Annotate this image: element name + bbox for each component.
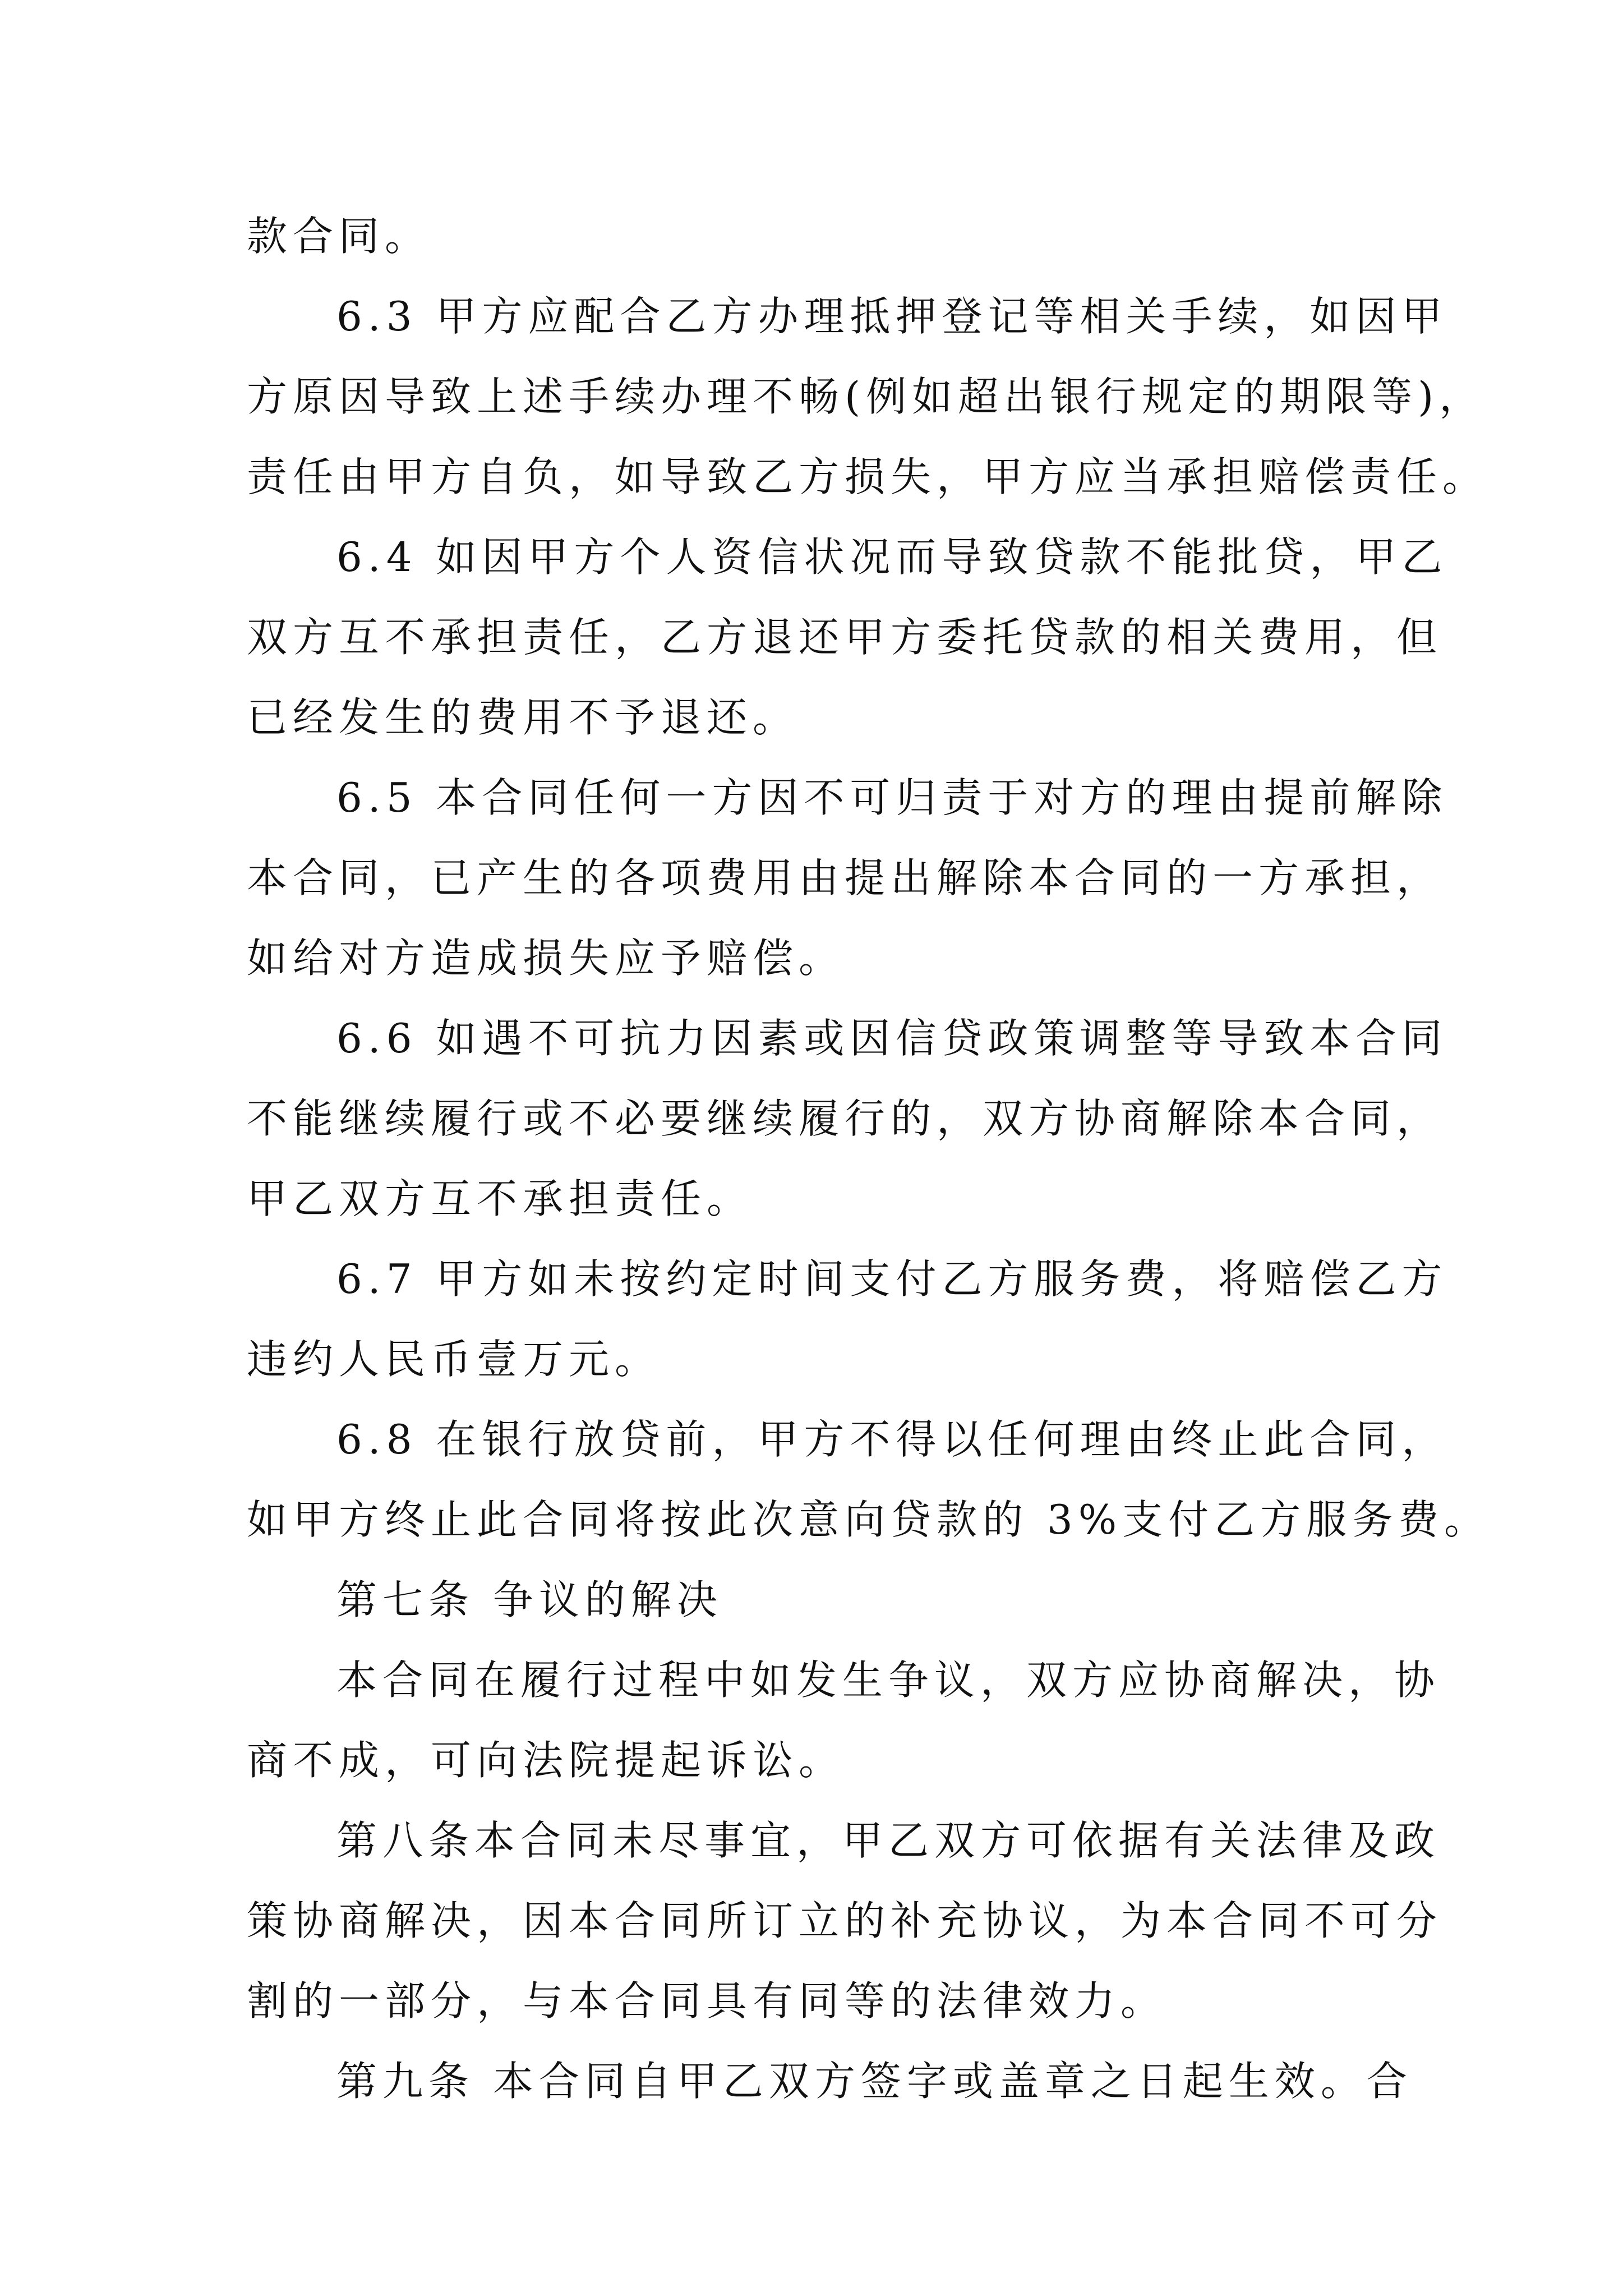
text-line: 如甲方终止此合同将按此次意向贷款的 3%支付乙方服务费。 <box>247 1496 1491 1543</box>
text-line: 第八条本合同未尽事宜，甲乙双方可依据有关法律及政 <box>336 1817 1441 1864</box>
text-line: 款合同。 <box>247 213 431 260</box>
text-line: 甲乙双方互不承担责任。 <box>247 1175 753 1222</box>
text-line: 6.5 本合同任何一方因不可归责于对方的理由提前解除 <box>336 774 1448 821</box>
text-line: 违约人民币壹万元。 <box>247 1336 661 1383</box>
text-line: 不能继续履行或不必要继续履行的，双方协商解除本合同， <box>247 1095 1443 1142</box>
text-line: 双方互不承担责任，乙方退还甲方委托贷款的相关费用，但 <box>247 614 1443 661</box>
text-line: 6.8 在银行放贷前，甲方不得以任何理由终止此合同， <box>336 1416 1448 1463</box>
text-line: 已经发生的费用不予退还。 <box>247 694 799 741</box>
text-line: 6.3 甲方应配合乙方办理抵押登记等相关手续，如因甲 <box>336 293 1448 340</box>
section-heading: 第七条 争议的解决 <box>336 1576 723 1623</box>
text-line: 割的一部分，与本合同具有同等的法律效力。 <box>247 1977 1167 2024</box>
text-line: 商不成，可向法院提起诉讼。 <box>247 1737 845 1784</box>
text-line: 6.7 甲方如未按约定时间支付乙方服务费，将赔偿乙方 <box>336 1255 1448 1303</box>
text-line: 本合同，已产生的各项费用由提出解除本合同的一方承担， <box>247 854 1443 901</box>
contract-text <box>247 196 1491 2122</box>
text-line: 如给对方造成损失应予赔偿。 <box>247 935 845 982</box>
text-line: 策协商解决，因本合同所订立的补充协议，为本合同不可分 <box>247 1897 1443 1944</box>
text-line: 6.6 如遇不可抗力因素或因信贷政策调整等导致本合同 <box>336 1015 1448 1062</box>
text-line: 第九条 本合同自甲乙双方签字或盖章之日起生效。合 <box>336 2058 1413 2105</box>
text-line: 6.4 如因甲方个人资信状况而导致贷款不能批贷，甲乙 <box>336 533 1448 581</box>
text-line: 方原因导致上述手续办理不畅(例如超出银行规定的期限等)， <box>247 373 1486 420</box>
text-line: 责任由甲方自负，如导致乙方损失，甲方应当承担赔偿责任。 <box>247 453 1489 500</box>
text-line: 本合同在履行过程中如发生争议，双方应协商解决，协 <box>336 1657 1441 1704</box>
